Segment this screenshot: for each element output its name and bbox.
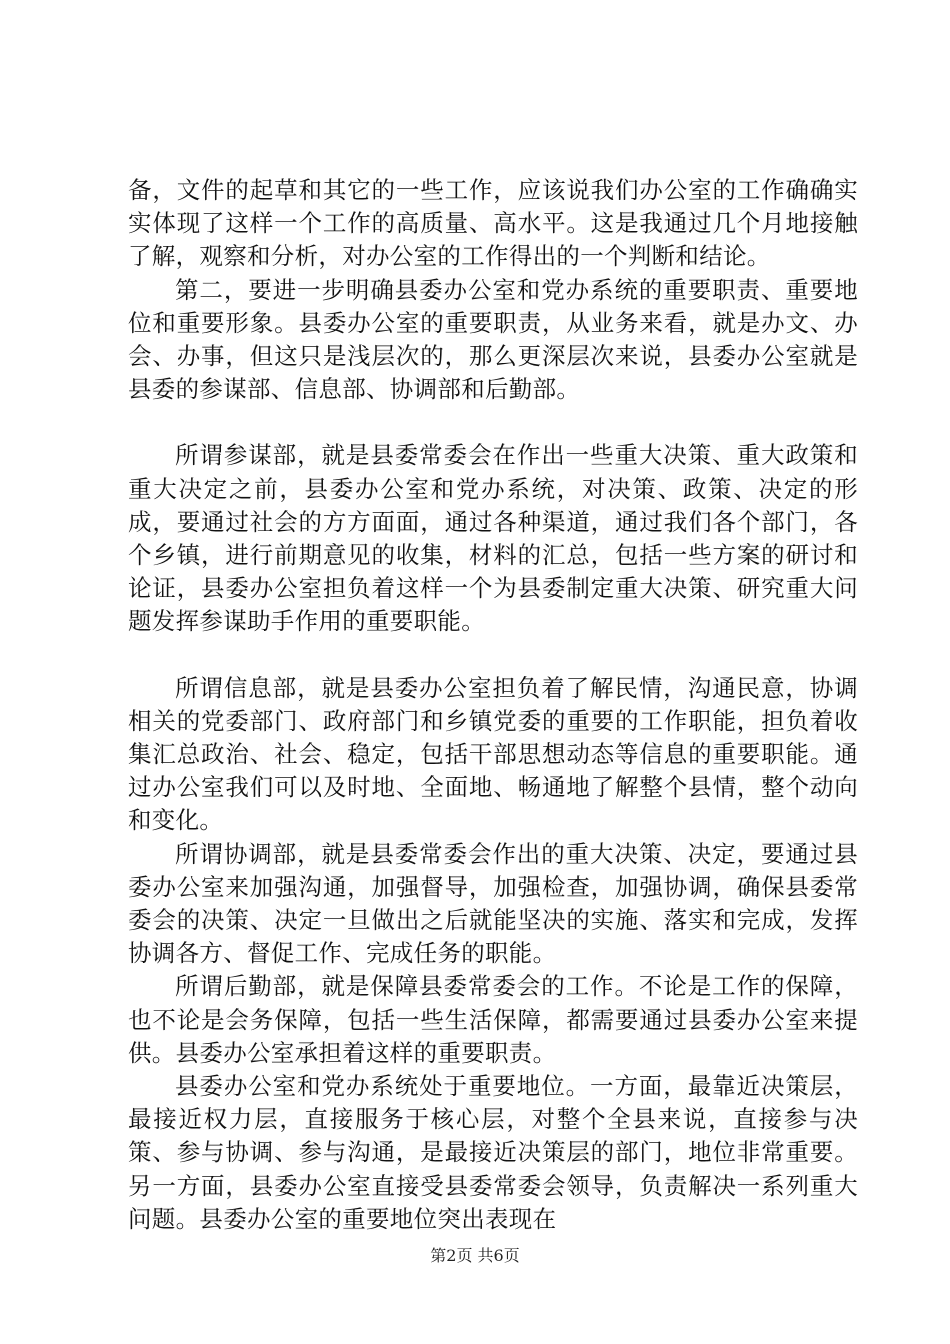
paragraph-3: 所谓参谋部，就是县委常委会在作出一些重大决策、重大政策和重大决定之前，县委办公室和党办系统，对决策、政策、决定的形成，要通过社会的方方面面，通过各种渠道，通过我们各个部门，各个乡镇，进行前期意见的收集，材料的汇总，包括一些方案的研讨和论证，县委办公室担负着这样一个为县委制定重大决策、研究重大问题发挥参谋助手作用的重要职能。 (128, 441, 858, 636)
document-body (128, 174, 858, 1236)
paragraph-6: 所谓后勤部，就是保障县委常委会的工作。不论是工作的保障，也不论是会务保障，包括一些生活保障，都需要通过县委办公室来提供。县委办公室承担着这样的重要职责。 (128, 972, 858, 1067)
paragraph-7: 县委办公室和党办系统处于重要地位。一方面，最靠近决策层，最接近权力层，直接服务于核心层，对整个全县来说，直接参与决策、参与协调、参与沟通，是最接近决策层的部门，地位非常重要。另一方面，县委办公室直接受县委常委会领导，负责解决一系列重大问题。县委办公室的重要地位突出表现在 (128, 1072, 858, 1233)
paragraph-2: 第二，要进一步明确县委办公室和党办系统的重要职责、重要地位和重要形象。县委办公室的重要职责，从业务来看，就是办文、办会、办事，但这只是浅层次的，那么更深层次来说，县委办公室就是县委的参谋部、信息部、协调部和后勤部。 (128, 275, 858, 404)
paragraph-4: 所谓信息部，就是县委办公室担负着了解民情，沟通民意，协调相关的党委部门、政府部门和乡镇党委的重要的工作职能，担负着收集汇总政治、社会、稳定，包括干部思想动态等信息的重要职能。通过办公室我们可以及时地、全面地、畅通地了解整个县情，整个动向和变化。 (128, 673, 858, 835)
paragraph-5: 所谓协调部，就是县委常委会作出的重大决策、决定，要通过县委办公室来加强沟通，加强督导，加强检查，加强协调，确保县委常委会的决策、决定一旦做出之后就能坚决的实施、落实和完成，发挥协调各方、督促工作、完成任务的职能。 (128, 839, 858, 968)
page-footer: 第2页 共6页 (430, 1246, 520, 1265)
paragraph-1: 备，文件的起草和其它的一些工作，应该说我们办公室的工作确确实实体现了这样一个工作的高质量、高水平。这是我通过几个月地接触了解，观察和分析，对办公室的工作得出的一个判断和结论。 (128, 176, 858, 271)
